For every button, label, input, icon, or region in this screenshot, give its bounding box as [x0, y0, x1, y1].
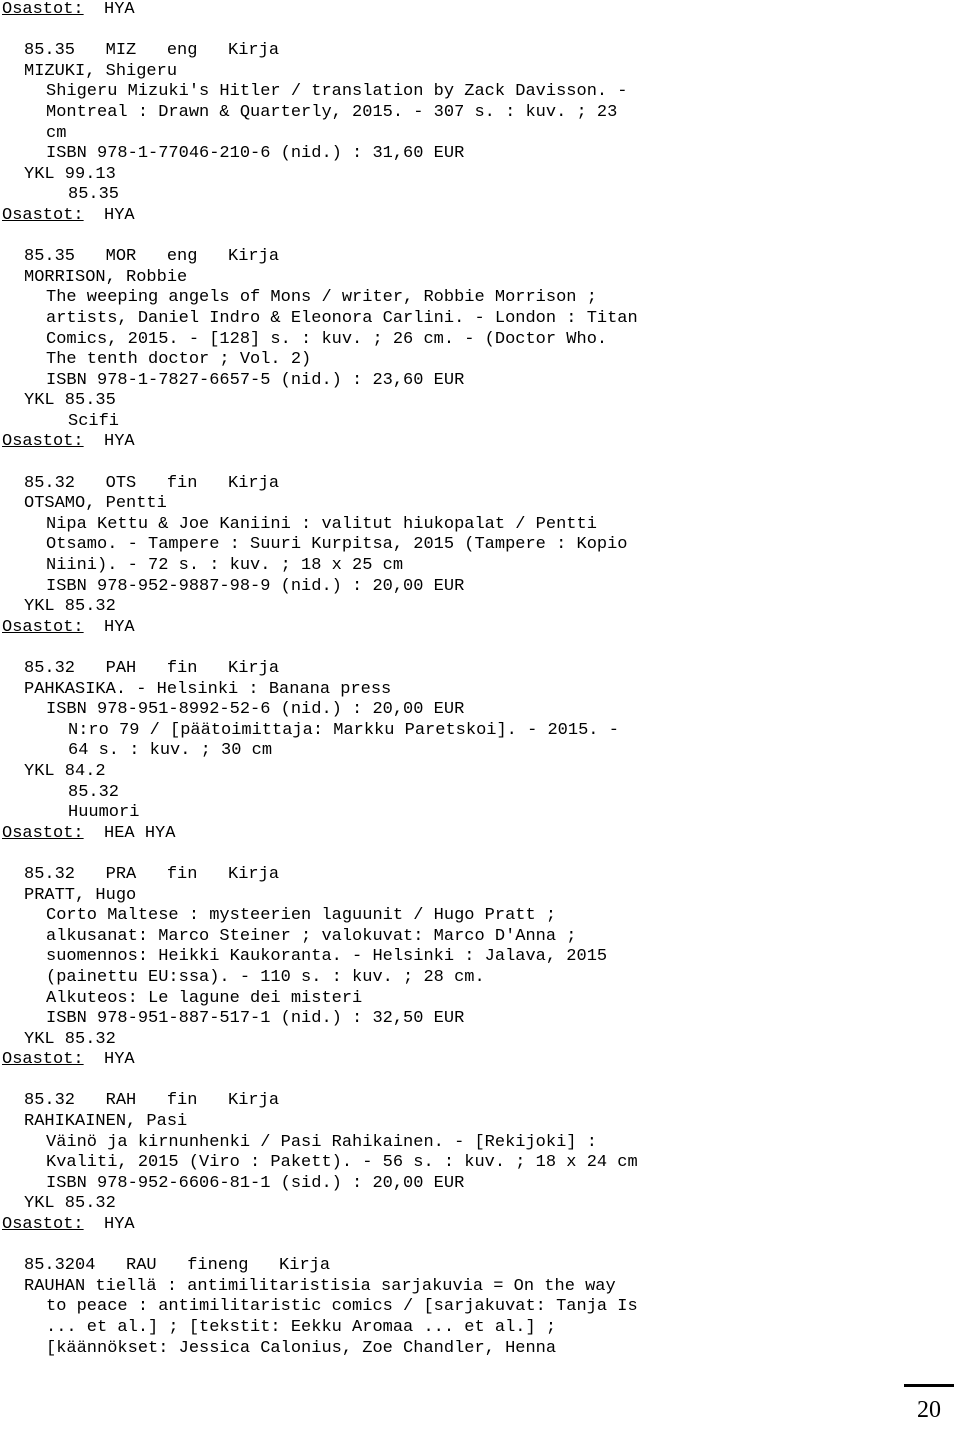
entry-line: ISBN 978-951-887-517-1 (nid.) : 32,50 EUR [46, 1009, 465, 1029]
entry-line: ISBN 978-952-6606-81-1 (sid.) : 20,00 EUR [46, 1173, 465, 1193]
entry-line: alkusanat: Marco Steiner ; valokuvat: Marco D'Anna ; [46, 926, 577, 946]
osastot-label: Osastot: [2, 1050, 84, 1070]
entry-line: PAHKASIKA. - Helsinki : Banana press [24, 679, 392, 699]
entry-line: to peace : antimilitaristic comics / [sarjakuvat: Tanja Is [46, 1297, 638, 1317]
osastot-line [2, 824, 952, 845]
entry-line: ISBN 978-1-77046-210-6 (nid.) : 31,60 EUR [46, 144, 465, 164]
catalog-entry [2, 0, 952, 41]
entry-heading-line: 85.32 PAH fin Kirja [24, 659, 280, 678]
osastot-value: HYA [104, 1050, 135, 1070]
entry-line: YKL 85.32 [24, 1029, 116, 1049]
entry-line: 85.32 [68, 782, 120, 802]
entry-line: Niini). - 72 s. : kuv. ; 18 x 25 cm [46, 556, 404, 576]
entry-line: Huumori [68, 803, 140, 823]
entry-heading-line: 85.32 OTS fin Kirja [24, 473, 280, 493]
osastot-value: HYA [104, 432, 135, 452]
entry-line: Montreal : Drawn & Quarterly, 2015. - 307 s. : kuv. ; 23 [46, 102, 618, 122]
osastot-line [2, 1215, 952, 1236]
catalog-entry [2, 865, 952, 1092]
osastot-line [2, 432, 952, 453]
entry-line: RAUHAN tiellä : antimilitaristisia sarjakuvia = On the way [24, 1276, 616, 1296]
entry-heading-line: 85.35 MIZ eng Kirja [24, 41, 280, 61]
osastot-value: HYA [104, 0, 135, 19]
catalog-document [2, 0, 952, 1359]
catalog-entry [2, 474, 952, 659]
entry-gap [2, 227, 952, 248]
entry-line: The weeping angels of Mons / writer, Robbie Morrison ; [46, 288, 597, 308]
page-number: 20 [917, 1397, 941, 1423]
entry-line: YKL 85.35 [24, 391, 116, 411]
entry-line: OTSAMO, Pentti [24, 494, 167, 514]
entry-line: artists, Daniel Indro & Eleonora Carlini. - London : Titan [46, 308, 638, 328]
catalog-entry [2, 1256, 952, 1359]
osastot-label: Osastot: [2, 0, 84, 19]
entry-line: ISBN 978-952-9887-98-9 (nid.) : 20,00 EUR [46, 576, 465, 596]
entry-line: YKL 85.32 [24, 597, 116, 617]
entry-line: cm [46, 123, 67, 143]
osastot-label: Osastot: [2, 617, 84, 637]
entry-gap [2, 638, 952, 659]
entry-gap [2, 1071, 952, 1092]
entry-line: Scifi [68, 411, 120, 431]
catalog-entry [2, 247, 952, 474]
osastot-line [2, 1050, 952, 1071]
entry-line: Shigeru Mizuki's Hitler / translation by Zack Davisson. - [46, 82, 628, 102]
entry-heading-line: 85.3204 RAU fineng Kirja [24, 1256, 331, 1276]
catalog-entry [2, 659, 952, 865]
entry-line: Otsamo. - Tampere : Suuri Kurpitsa, 2015 (Tampere : Kopio [46, 535, 628, 555]
entry-heading-line: 85.35 MOR eng Kirja [24, 247, 280, 267]
entry-line: Alkuteos: Le lagune dei misteri [46, 988, 363, 1008]
osastot-value: HYA [104, 617, 135, 637]
entry-line: PRATT, Hugo [24, 885, 137, 905]
entry-line: Corto Maltese : mysteerien laguunit / Hugo Pratt ; [46, 906, 557, 926]
entry-line: YKL 99.13 [24, 164, 116, 184]
entry-line: Väinö ja kirnunhenki / Pasi Rahikainen. - [Rekijoki] : [46, 1132, 597, 1152]
osastot-line [2, 206, 952, 227]
entry-gap [2, 21, 952, 42]
entry-line: MORRISON, Robbie [24, 267, 188, 287]
entry-line: [käännökset: Jessica Calonius, Zoe Chandler, Henna [46, 1338, 557, 1358]
entry-line: ISBN 978-1-7827-6657-5 (nid.) : 23,60 EUR [46, 370, 465, 390]
osastot-line [2, 618, 952, 639]
entry-heading-line: 85.32 RAH fin Kirja [24, 1091, 280, 1111]
entry-line: (painettu EU:ssa). - 110 s. : kuv. ; 28 cm. [46, 967, 485, 987]
page-number-rule [904, 1384, 954, 1387]
catalog-entry [2, 1091, 952, 1256]
osastot-label: Osastot: [2, 432, 84, 452]
entry-line: suomennos: Heikki Kaukoranta. - Helsinki : Jalava, 2015 [46, 947, 608, 967]
entry-line: RAHIKAINEN, Pasi [24, 1112, 188, 1132]
osastot-value: HYA [104, 205, 135, 225]
entry-line: ... et al.] ; [tekstit: Eekku Aromaa ... et al.] ; [46, 1318, 557, 1337]
osastot-value: HYA [104, 1215, 135, 1235]
catalog-entry [2, 41, 952, 247]
entry-line: MIZUKI, Shigeru [24, 61, 178, 81]
entry-gap [2, 453, 952, 474]
entry-line: YKL 84.2 [24, 761, 106, 781]
osastot-line [2, 0, 952, 21]
entry-line: ISBN 978-951-8992-52-6 (nid.) : 20,00 EUR [46, 700, 465, 720]
entry-line: 85.35 [68, 185, 120, 205]
osastot-label: Osastot: [2, 205, 84, 225]
entry-line: Comics, 2015. - [128] s. : kuv. ; 26 cm. - (Doctor Who. [46, 329, 608, 349]
entry-line: N:ro 79 / [päätoimittaja: Markku Paretskoi]. - 2015. - [68, 720, 619, 740]
osastot-label: Osastot: [2, 823, 84, 843]
entry-gap [2, 844, 952, 865]
entry-line: Kvaliti, 2015 (Viro : Pakett). - 56 s. : kuv. ; 18 x 24 cm [46, 1153, 638, 1173]
entry-heading-line: 85.32 PRA fin Kirja [24, 864, 280, 884]
entry-gap [2, 1236, 952, 1257]
entry-line: The tenth doctor ; Vol. 2) [46, 350, 312, 370]
osastot-label: Osastot: [2, 1215, 84, 1235]
entry-line: 64 s. : kuv. ; 30 cm [68, 741, 273, 761]
osastot-value: HEA HYA [104, 823, 176, 843]
entry-line: Nipa Kettu & Joe Kaniini : valitut hiukopalat / Pentti [46, 514, 597, 534]
entry-line: YKL 85.32 [24, 1194, 116, 1214]
